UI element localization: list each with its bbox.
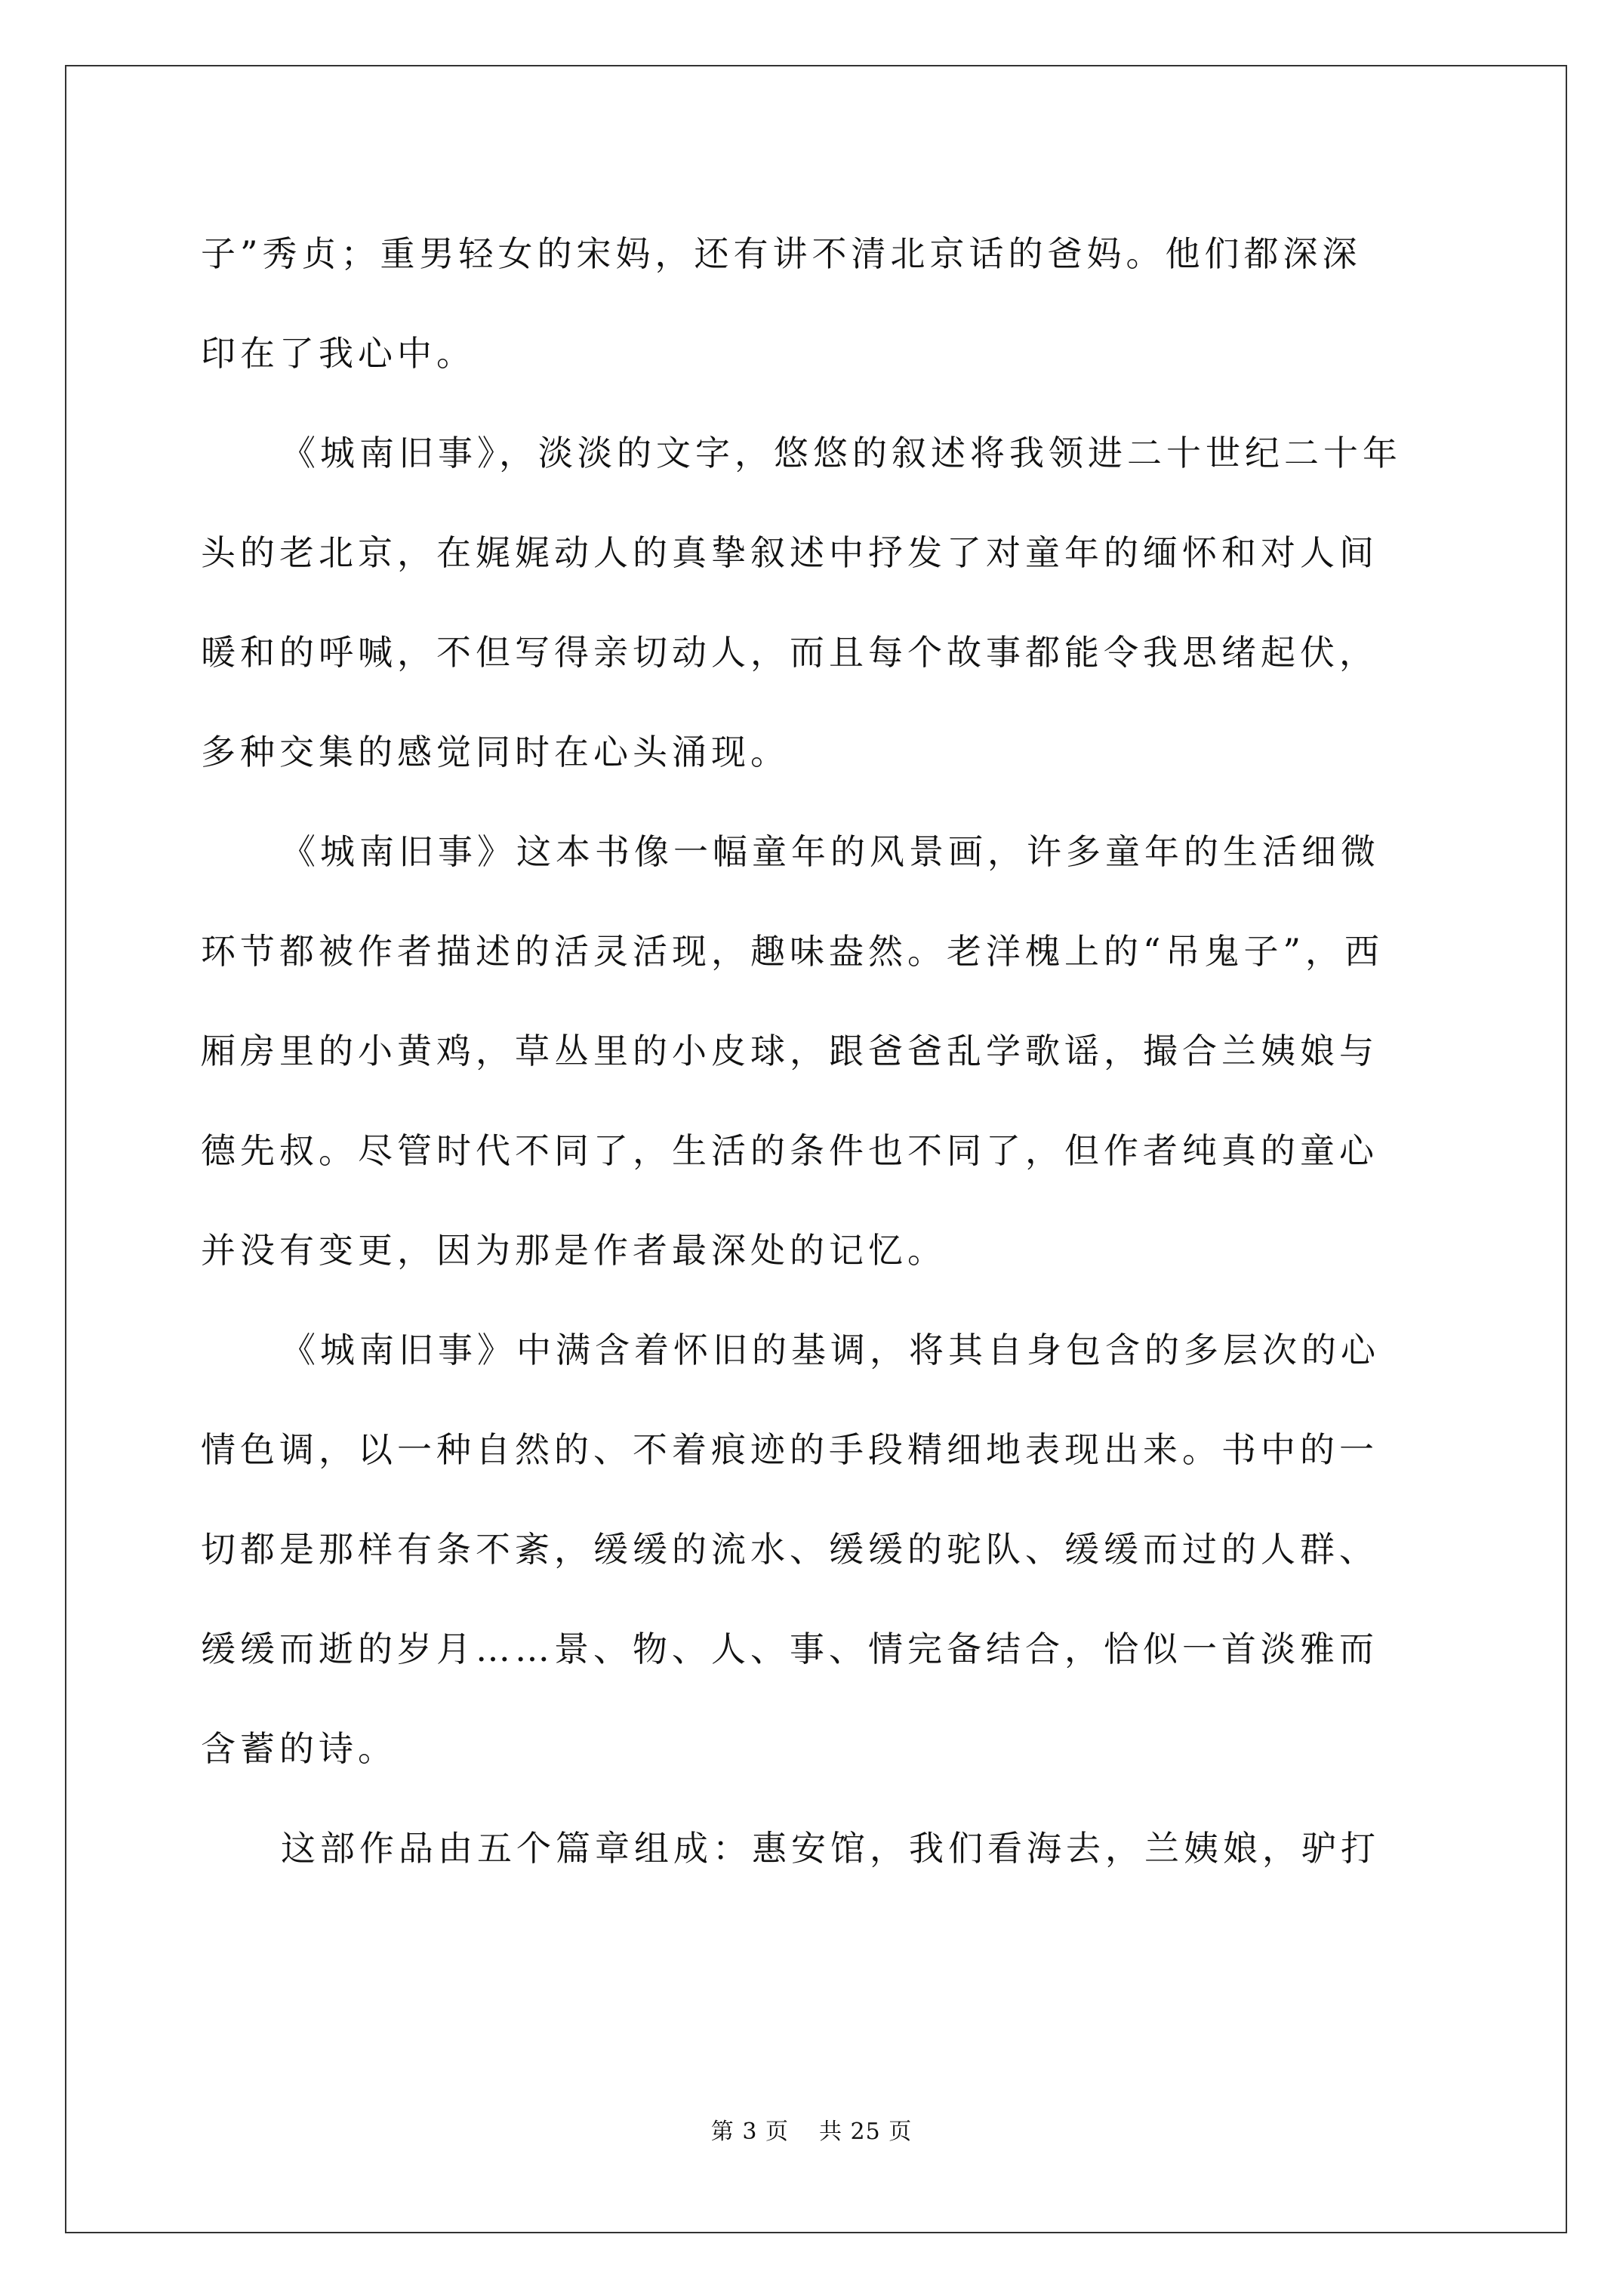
text-line: 缓缓而逝的岁月……景、物、人、事、情完备结合，恰似一首淡雅而 [201,1629,1378,1669]
text-line: 厢房里的小黄鸡，草丛里的小皮球，跟爸爸乱学歌谣，撮合兰姨娘与 [201,1031,1378,1071]
text-line: 德先叔。尽管时代不同了，生活的条件也不同了，但作者纯真的童心 [201,1130,1378,1171]
text-line: 印在了我心中。 [201,333,476,374]
text-line: 环节都被作者描述的活灵活现，趣味盎然。老洋槐上的“吊鬼子”，西 [201,931,1384,972]
text-line: 并没有变更，因为那是作者最深处的记忆。 [201,1230,947,1271]
text-line: 情色调，以一种自然的、不着痕迹的手段精细地表现出来。书中的一 [201,1429,1378,1470]
text-line: 切都是那样有条不紊，缓缓的流水、缓缓的驼队、缓缓而过的人群、 [201,1529,1378,1570]
text-line: 含蓄的诗。 [201,1728,397,1769]
page-footer [0,2113,1623,2146]
text-line: 头的老北京，在娓娓动人的真挚叙述中抒发了对童年的缅怀和对人间 [201,532,1378,573]
paragraph-first-line: 《城南旧事》，淡淡的文字，悠悠的叙述将我领进二十世纪二十年 [281,433,1402,473]
text-line: 暖和的呼喊，不但写得亲切动人，而且每个故事都能令我思绪起伏， [201,632,1378,673]
paragraph-first-line: 《城南旧事》这本书像一幅童年的风景画，许多童年的生活细微 [281,831,1380,872]
page-total: 共 25 页 [818,2119,913,2145]
paragraph-first-line: 《城南旧事》中满含着怀旧的基调，将其自身包含的多层次的心 [281,1330,1380,1370]
page-number: 第 3 页 [710,2119,789,2145]
document-body [201,204,1431,1898]
paragraph-first-line: 这部作品由五个篇章组成：惠安馆，我们看海去，兰姨娘，驴打 [281,1828,1380,1869]
text-line: 多种交集的感觉同时在心头涌现。 [201,732,790,772]
text-line: 子”秀贞；重男轻女的宋妈，还有讲不清北京话的爸妈。他们都深深 [201,233,1362,274]
